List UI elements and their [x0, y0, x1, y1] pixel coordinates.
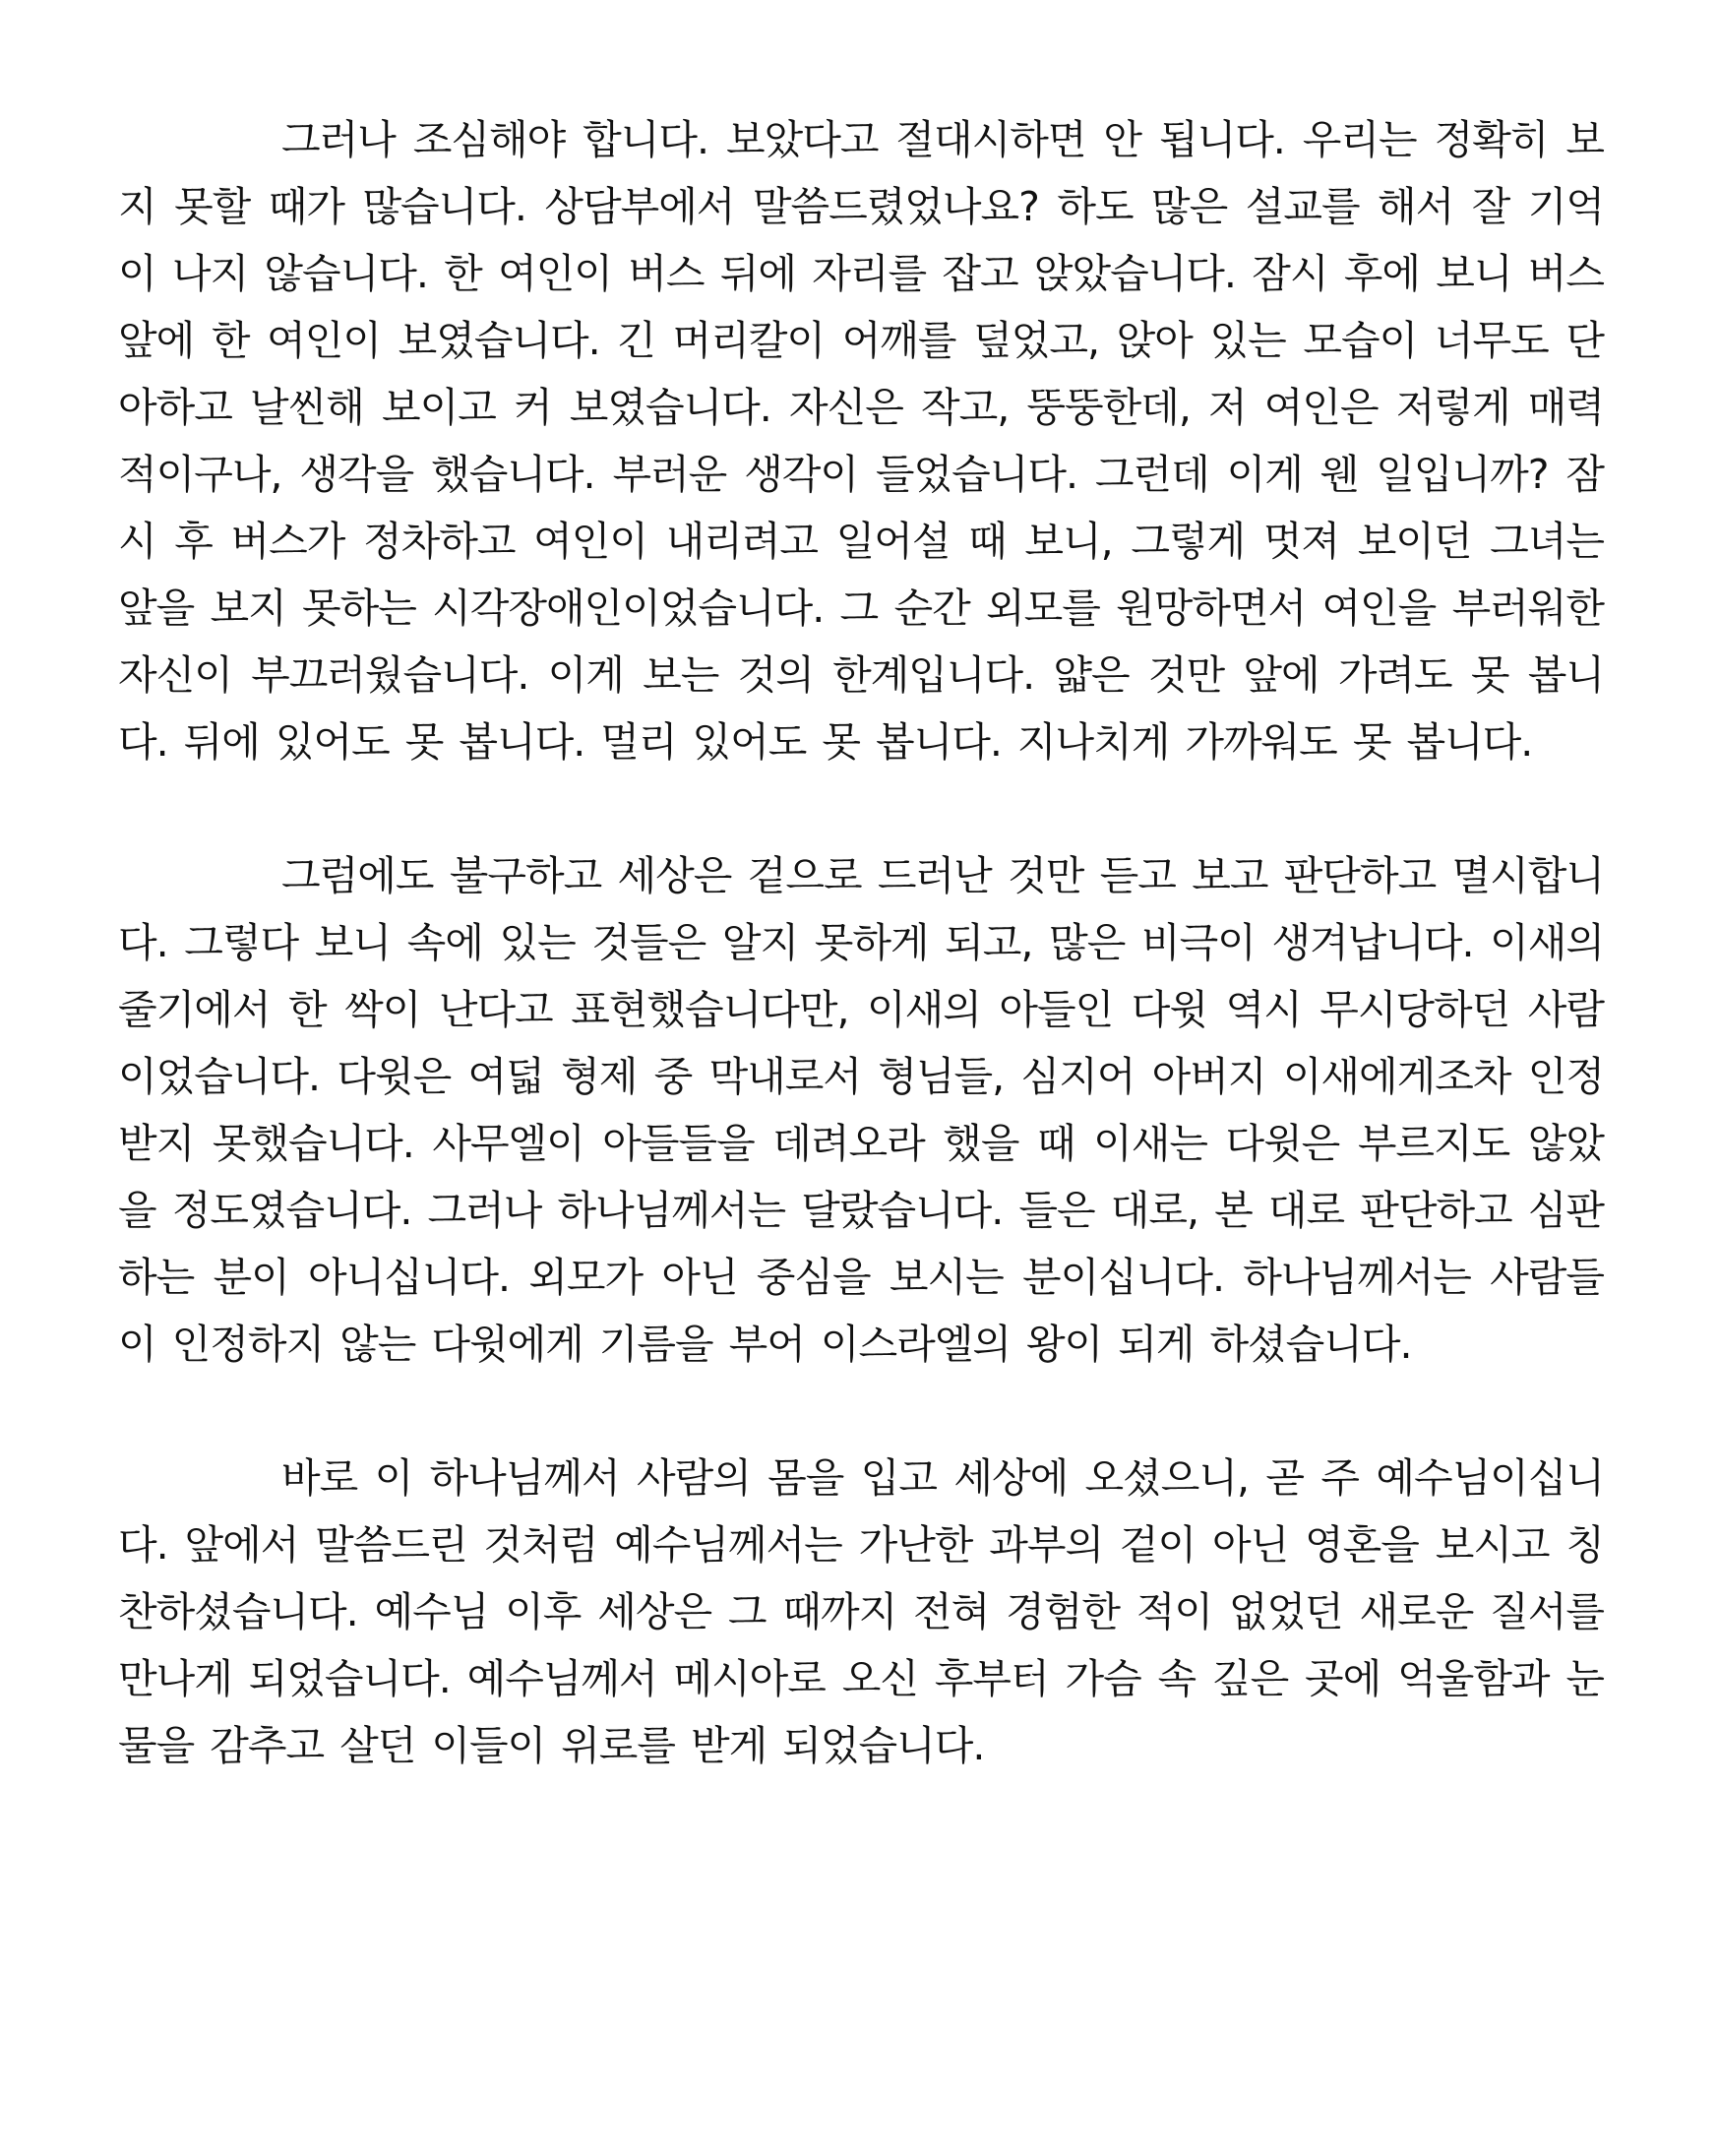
document-page [118, 106, 1604, 1779]
paragraph-3: 바로 이 하나님께서 사람의 몸을 입고 세상에 오셨으니, 곧 주 예수님이십니다. 앞에서 말씀드린 것처럼 예수님께서는 가난한 과부의 겉이 아닌 영혼을 보시고 칭찬하셨습니다. 예수님 이후 세상은 그 때까지 전혀 경험한 적이 없었던 새로운 질서를 만나게 되었습니다. 예수님께서 메시아로 오신 후부터 가슴 속 깊은 곳에 억울함과 눈물을 감추고 살던 이들이 위로를 받게 되었습니다. [118, 1454, 1604, 1769]
paragraph-1: 그러나 조심해야 합니다. 보았다고 절대시하면 안 됩니다. 우리는 정확히 보지 못할 때가 많습니다. 상담부에서 말씀드렸었나요? 하도 많은 설교를 해서 잘 기억이 나지 않습니다. 한 여인이 버스 뒤에 자리를 잡고 앉았습니다. 잠시 후에 보니 버스 앞에 한 여인이 보였습니다. 긴 머리칼이 어깨를 덮었고, 앉아 있는 모습이 너무도 단아하고 날씬해 보이고 커 보였습니다. 자신은 작고, 뚱뚱한데, 저 여인은 저렇게 매력적이구나, 생각을 했습니다. 부러운 생각이 들었습니다. 그런데 이게 웬 일입니까? 잠시 후 버스가 정차하고 여인이 내리려고 일어설 때 보니, 그렇게 멋져 보이던 그녀는 앞을 보지 못하는 시각장애인이었습니다. 그 순간 외모를 원망하면서 여인을 부러워한 자신이 부끄러웠습니다. 이게 보는 것의 한계입니다. 얇은 것만 앞에 가려도 못 봅니다. 뒤에 있어도 못 봅니다. 멀리 있어도 못 봅니다. 지나치게 가까워도 못 봅니다. [118, 116, 1604, 766]
paragraph-2: 그럼에도 불구하고 세상은 겉으로 드러난 것만 듣고 보고 판단하고 멸시합니다. 그렇다 보니 속에 있는 것들은 알지 못하게 되고, 많은 비극이 생겨납니다. 이새의 줄기에서 한 싹이 난다고 표현했습니다만, 이새의 아들인 다윗 역시 무시당하던 사람이었습니다. 다윗은 여덟 형제 중 막내로서 형님들, 심지어 아버지 이새에게조차 인정받지 못했습니다. 사무엘이 아들들을 데려오라 했을 때 이새는 다윗은 부르지도 않았을 정도였습니다. 그러나 하나님께서는 달랐습니다. 들은 대로, 본 대로 판단하고 심판하는 분이 아니십니다. 외모가 아닌 중심을 보시는 분이십니다. 하나님께서는 사람들이 인정하지 않는 다윗에게 기름을 부어 이스라엘의 왕이 되게 하셨습니다. [118, 852, 1604, 1368]
